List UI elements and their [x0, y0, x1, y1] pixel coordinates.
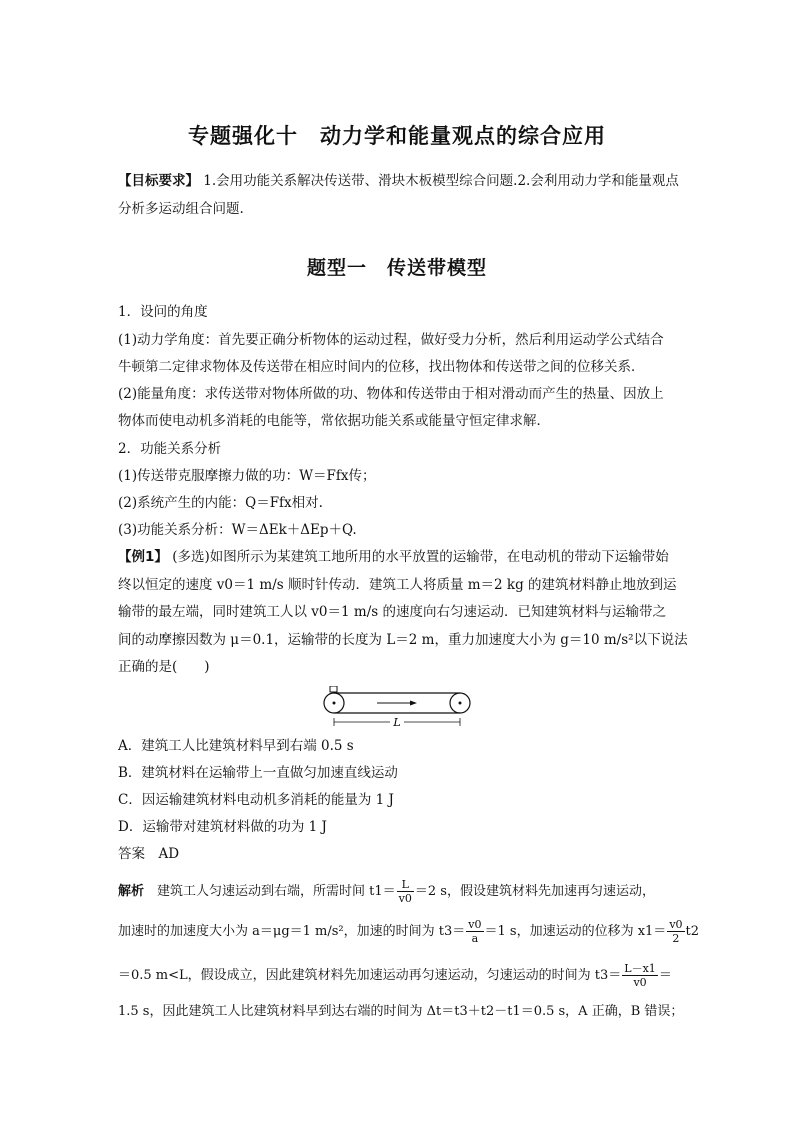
solution-text-1b: ＝2 s，假设建筑材料先加速再匀速运动， — [414, 884, 655, 899]
solution-line-3 — [118, 962, 678, 989]
example-line-1 — [118, 548, 678, 566]
solution-text-1a: 建筑工人匀速运动到右端，所需时间 t1＝ — [144, 884, 396, 899]
fraction-v0-over-a — [466, 918, 483, 945]
option-d: D．运输带对建筑材料做的功为 1 J — [118, 819, 327, 835]
example-line-3: 输带的最左端，同时建筑工人以 v0＝1 m/s 的速度向右匀速运动．已知建筑材料与运输带之 — [118, 604, 666, 620]
fraction-numerator: v0 — [669, 918, 683, 931]
fraction-l-minus-x1-over-v0 — [622, 962, 658, 989]
fraction-denominator: a — [471, 932, 479, 945]
paragraph-2b: 牛顿第二定律求物体及传送带在相应时间内的位移，找出物体和传送带之间的位移关系． — [118, 359, 645, 375]
example-text-1: (多选)如图所示为某建筑工地所用的水平放置的运输带，在电动机的带动下运输带始 — [167, 549, 669, 565]
solution-line-2 — [118, 918, 700, 945]
direction-arrowhead — [410, 701, 417, 706]
example-line-4: 间的动摩擦因数为 μ＝0.1，运输带的长度为 L＝2 m，重力加速度大小为 g＝10 m/s²以下说法 — [118, 632, 688, 648]
solution-text-2c: t2 — [685, 924, 700, 939]
solution-line-1 — [118, 878, 678, 905]
solution-line-4: 1.5 s，因此建筑工人比建筑材料早到达右端的时间为 Δt＝t3＋t2－t1＝0.5 s，A 正确，B 错误； — [118, 1004, 684, 1019]
material-block — [330, 686, 337, 692]
goals-tag: 【目标要求】 — [118, 173, 199, 189]
fraction-numerator: v0 — [468, 918, 482, 931]
page-title: 专题强化十 动力学和能量观点的综合应用 — [188, 124, 606, 148]
paragraph-3b: 物体而使电动机多消耗的电能等，常依据功能关系或能量守恒定律求解． — [118, 413, 550, 429]
example-line-5: 正确的是( ) — [118, 659, 210, 675]
fraction-numerator: L－x1 — [624, 962, 656, 975]
length-label: L — [393, 716, 401, 729]
goals-text-1: 1.会用功能关系解决传送带、滑块木板模型综合问题.2.会利用动力学和能量观点 — [199, 173, 679, 189]
right-pulley-axle — [459, 702, 462, 705]
fraction-denominator: v0 — [398, 892, 412, 905]
solution-tag: 解析 — [118, 884, 145, 899]
option-c: C．因运输建筑材料电动机多消耗的能量为 1 J — [118, 792, 394, 808]
solution-text-3b: ＝ — [658, 968, 672, 983]
paragraph-3a: (2)能量角度：求传送带对物体所做的功、物体和传送带由于相对滑动而产生的热量、因放上 — [118, 386, 664, 402]
answer: 答案 AD — [118, 846, 180, 862]
option-a: A．建筑工人比建筑材料早到右端 0.5 s — [118, 738, 354, 754]
example-line-2: 终以恒定的速度 v0＝1 m/s 顺时针传动．建筑工人将质量 m＝2 kg 的建筑材料静止地放到运 — [118, 577, 677, 593]
example-tag: 【例1】 — [118, 549, 168, 565]
section-title: 题型一 传送带模型 — [306, 257, 487, 279]
left-pulley-axle — [333, 702, 336, 705]
goals-line-2: 分析多运动组合问题. — [118, 201, 244, 217]
paragraph-6: (2)系统产生的内能：Q＝Ffx相对. — [118, 495, 323, 511]
paragraph-7: (3)功能关系分析：W＝ΔEk＋ΔEp＋Q. — [118, 522, 357, 538]
solution-text-3a: ＝0.5 m<L，假设成立，因此建筑材料先加速运动再匀速运动，匀速运动的时间为 t3＝ — [118, 968, 622, 983]
fraction-numerator: L — [397, 878, 414, 892]
solution-text-2a: 加速时的加速度大小为 a＝μg＝1 m/s²，加速的时间为 t3＝ — [118, 924, 466, 939]
fraction-l-over-v0 — [397, 878, 414, 905]
fraction-v0-over-2 — [667, 918, 684, 945]
paragraph-2a: (1)动力学角度：首先要正确分析物体的运动过程，做好受力分析，然后利用运动学公式结合 — [118, 332, 664, 348]
solution-text-2b: ＝1 s，加速运动的位移为 x1＝ — [484, 924, 667, 939]
paragraph-5: (1)传送带克服摩擦力做的功：W＝Ffx传； — [118, 468, 376, 484]
conveyor-belt-diagram — [322, 686, 472, 730]
option-b: B．建筑材料在运输带上一直做匀加速直线运动 — [118, 765, 398, 781]
fraction-denominator: v0 — [633, 976, 647, 989]
paragraph-1: 1．设问的角度 — [118, 304, 208, 320]
goals-line-1 — [118, 172, 678, 190]
fraction-denominator: 2 — [672, 932, 680, 945]
paragraph-4: 2．功能关系分析 — [118, 441, 222, 457]
